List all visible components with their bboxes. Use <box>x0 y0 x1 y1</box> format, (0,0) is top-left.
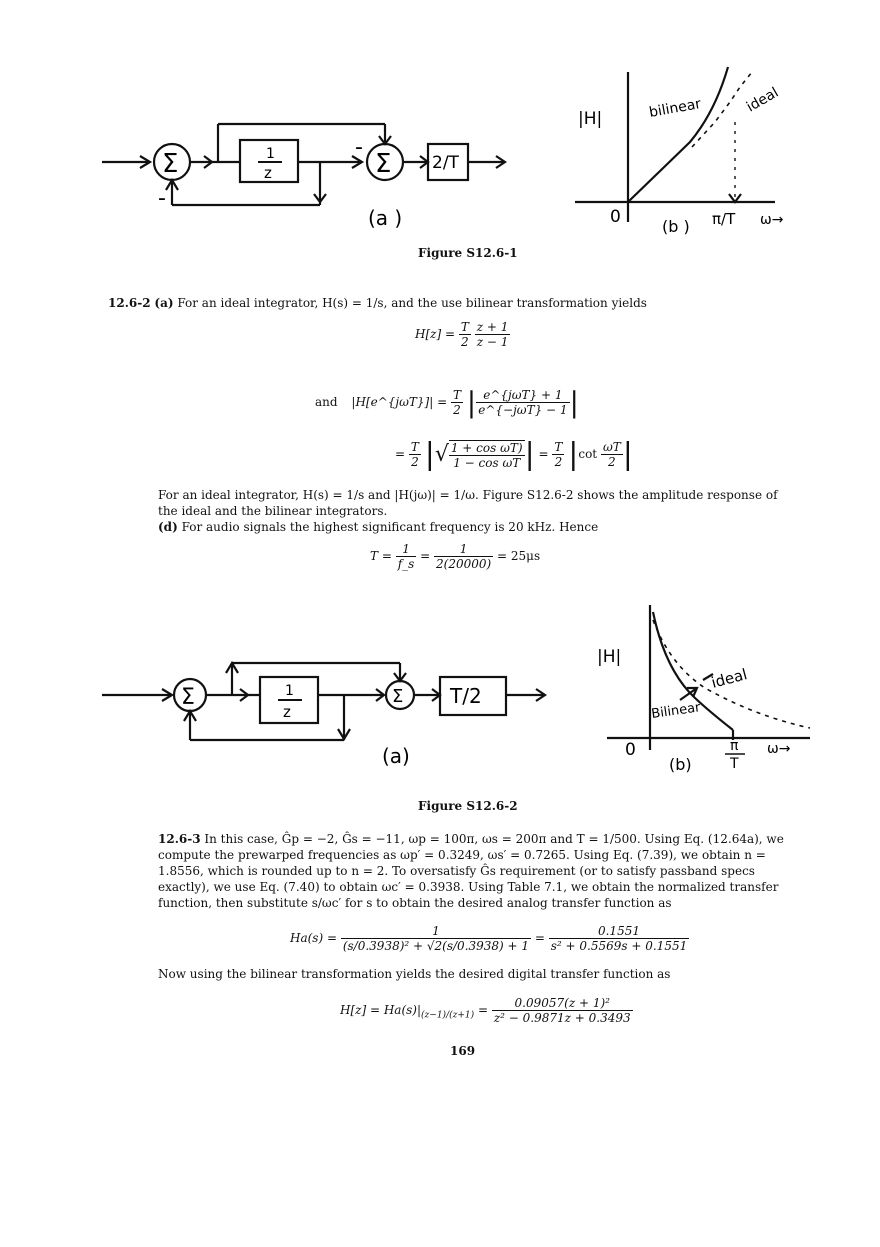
fig1-block-diagram <box>100 110 520 240</box>
fig2-integrator-num: 1 <box>285 683 294 699</box>
eq3-frac-2 <box>552 440 564 469</box>
intro-text: For an ideal integrator, H(s) = 1/s, and the use bilinear transformation yields <box>177 296 647 310</box>
figure-s12-6-2-caption: Figure S12.6-2 <box>418 799 518 813</box>
eq5-frac-1 <box>341 924 531 953</box>
eq5-den: (s/0.3938)² + √2(s/0.3938) + 1 <box>342 939 530 953</box>
eq6-num: 0.09057(z + 1)² <box>514 996 610 1010</box>
eq3-T2: T <box>554 440 563 454</box>
eq3-22: 2 <box>552 454 564 469</box>
eq1-lhs: H[z] = <box>415 327 456 341</box>
audio-text: For audio signals the highest significant frequency is 20 kHz. Hence <box>181 520 599 534</box>
section-12-6-3-text <box>158 831 798 911</box>
paragraph-now-bilinear: Now using the bilinear transformation yields the desired digital transfer function as <box>158 967 671 981</box>
fig1-sum1-symbol: Σ <box>162 149 179 179</box>
eq5-lhs: Ha(s) = <box>290 931 338 945</box>
eq4-frac-2 <box>434 542 493 571</box>
fig2-gain-label: T/2 <box>450 684 482 708</box>
eq1-num: T <box>460 320 469 334</box>
eq2-frac-1 <box>451 388 463 417</box>
equation-hz <box>415 320 510 349</box>
fig2-sum2-symbol: Σ <box>392 686 404 707</box>
and-word: and <box>315 395 338 409</box>
eq3-frac-1 <box>409 440 421 469</box>
fig2-b-label: (b) <box>669 755 692 774</box>
equation-cot: = $\frac{T}{2}$ |√ $\frac{\text{1 + cos ωT)}}{\text{1 − cos ωT}}$ | = $\frac{T}{2}$ |cot $\frac{\omega T}{2}$ | <box>395 437 633 472</box>
equation-digital-transfer: $H[z] = Ha(s)|_{(z-1)/(z+1)}$ = $\frac{\text{0.09057(z + 1)²}}{\text{z² − 0.9871z + 0.3493}}$ <box>340 996 631 1025</box>
fig1-sum2-symbol: Σ <box>375 149 392 179</box>
eq2-frac-2 <box>476 388 569 417</box>
eq2-num: e^{jωT} + 1 <box>483 388 563 402</box>
fig1-magnitude-plot <box>570 62 820 242</box>
eq5-den2: s² + 0.5569s + 0.1551 <box>550 939 688 953</box>
page-number: 169 <box>450 1044 476 1058</box>
fig2-origin-label: 0 <box>625 740 636 760</box>
fig1-a-label: (a ) <box>368 206 403 230</box>
eq4-n2: 1 <box>459 542 468 556</box>
eq3-cot: cot <box>578 447 598 461</box>
eq5-num2: 0.1551 <box>597 924 640 938</box>
fig2-magnitude-plot <box>585 600 825 785</box>
eq4-n1: 1 <box>402 542 410 556</box>
eq6-lhs: H[z] = Ha(s)| <box>340 1003 422 1017</box>
fig2-plot-ylabel: |H| <box>597 647 622 667</box>
eq4-frac-1 <box>396 542 417 571</box>
eq3-arg-den: 2 <box>601 454 623 469</box>
eq4-d2: 2(20000) <box>436 557 492 571</box>
eq3-arg-num: ωT <box>602 440 621 454</box>
eq1-frac-2 <box>475 320 511 349</box>
fig1-integrator-den: z <box>264 164 272 182</box>
fig2-integrator-den: z <box>283 703 291 721</box>
eq3-frac-3 <box>601 440 623 469</box>
fig1-gain-label: 2/T <box>432 153 459 173</box>
eq5-frac-2 <box>549 924 689 953</box>
fig1-plot-ylabel: |H| <box>578 109 603 129</box>
fig2-block-diagram <box>100 655 550 775</box>
eq3-in-den: 1 − cos ωT <box>449 455 525 470</box>
eq4-lhs: T = <box>370 549 392 563</box>
eq3-T: T <box>410 440 419 454</box>
eq4-d1: f_s <box>397 557 415 571</box>
fig2-bilinear-label: Bilinear <box>650 700 702 722</box>
section-number: 12.6-2 <box>108 296 151 310</box>
fig2-xaxis-label: ω→ <box>767 741 791 757</box>
eq3-frac-root <box>449 440 525 470</box>
eq1-frac-1 <box>459 320 471 349</box>
eq2-T: T <box>452 388 461 402</box>
eq5-num: 1 <box>432 924 440 938</box>
eq1-den2: z − 1 <box>476 335 509 349</box>
eq1-num2: z + 1 <box>476 320 509 334</box>
fig1-minus-sign: - <box>158 186 166 211</box>
equation-analog-transfer: Ha(s) = $\frac{1}{\text{(s/0.3938)² + √2(s/0.3938) + 1}}$ = $\frac{0.1551}{\text{s² + 0.5569s + 0.1551}}$ <box>290 924 688 953</box>
fig2-sum1-symbol: Σ <box>181 685 195 710</box>
part-d-label: (d) <box>158 520 178 534</box>
eq2-lhs: |H[e^{jωT}]| = <box>351 395 448 409</box>
fig2-ideal-label: ideal <box>709 665 750 692</box>
figure-s12-6-1-caption: Figure S12.6-1 <box>418 246 518 260</box>
section-12-6-2-intro <box>108 295 798 311</box>
fig2-a-label: (a) <box>382 744 410 768</box>
fig1-integrator-num: 1 <box>266 146 275 162</box>
fig1-xaxis-label: ω→ <box>760 212 784 228</box>
section-number-3: 12.6-3 <box>158 832 201 846</box>
section-12-6-3-body: In this case, Ĝp = −2, Ĝs = −11, ωp = 100π, ωs = 200π and T = 1/500. Using Eq. (12.64a), we compute the prewarped frequencies as ωp′ = 0.3249, ωs′ = 0.7265. Using Eq. (7.39), we obtain n = 1.8556, which is rounded up to n = 2. To oversatisfy Ĝs requirement (or to satisfy passband specs exactly), we use Eq. (7.40) to obtain ωc′ = 0.3938. Using Table 7.1, we obtain the normalized transfer function, then substitute s/ωc′ for s to obtain the desired analog transfer function as <box>158 832 784 910</box>
fig2-xtick-den: T <box>730 756 739 772</box>
eq6-frac <box>492 996 633 1025</box>
fig1-minus-sign-2: - <box>355 135 363 160</box>
eq3-in-num: 1 + cos ωT) <box>450 440 523 455</box>
paragraph-ideal-integrator: For an ideal integrator, H(s) = 1/s and |H(jω)| = 1/ω. Figure S12.6-2 shows the amplitude response of the ideal and the bilinear integrators. <box>158 488 778 518</box>
fig1-b-label: (b ) <box>662 217 690 236</box>
eq2-2: 2 <box>451 402 463 417</box>
fig1-origin-label: 0 <box>610 207 621 227</box>
fig2-xtick-num: π <box>730 738 739 754</box>
eq4-rhs: = 25μs <box>497 549 541 563</box>
fig1-xtick-label: π/T <box>712 210 736 228</box>
fig1-bilinear-label: bilinear <box>647 96 703 121</box>
eq3-2: 2 <box>409 454 421 469</box>
equation-magnitude: and |H[e^{jωT}]| = $\frac{T}{2}$ | $\frac{\text{e\textasciicircum{}\{jωT\} + 1}}{\text{e\textasciicircum{}\{−jωT\} − 1}}$ | <box>315 386 579 419</box>
fig1-ideal-label: ideal <box>744 84 782 116</box>
paragraph-audio <box>158 519 798 535</box>
part-a-label: (a) <box>154 296 174 310</box>
eq6-den: z² − 0.9871z + 0.3493 <box>493 1011 631 1025</box>
eq2-den: e^{−jωT} − 1 <box>478 403 568 417</box>
equation-sampling-period: T = $\frac{1}{f\_s}$ = $\frac{1}{2(20000)}$ = 25μs <box>370 542 541 571</box>
eq6-sub: (z−1)/(z+1) <box>421 1010 475 1021</box>
eq1-den: 2 <box>459 334 471 349</box>
